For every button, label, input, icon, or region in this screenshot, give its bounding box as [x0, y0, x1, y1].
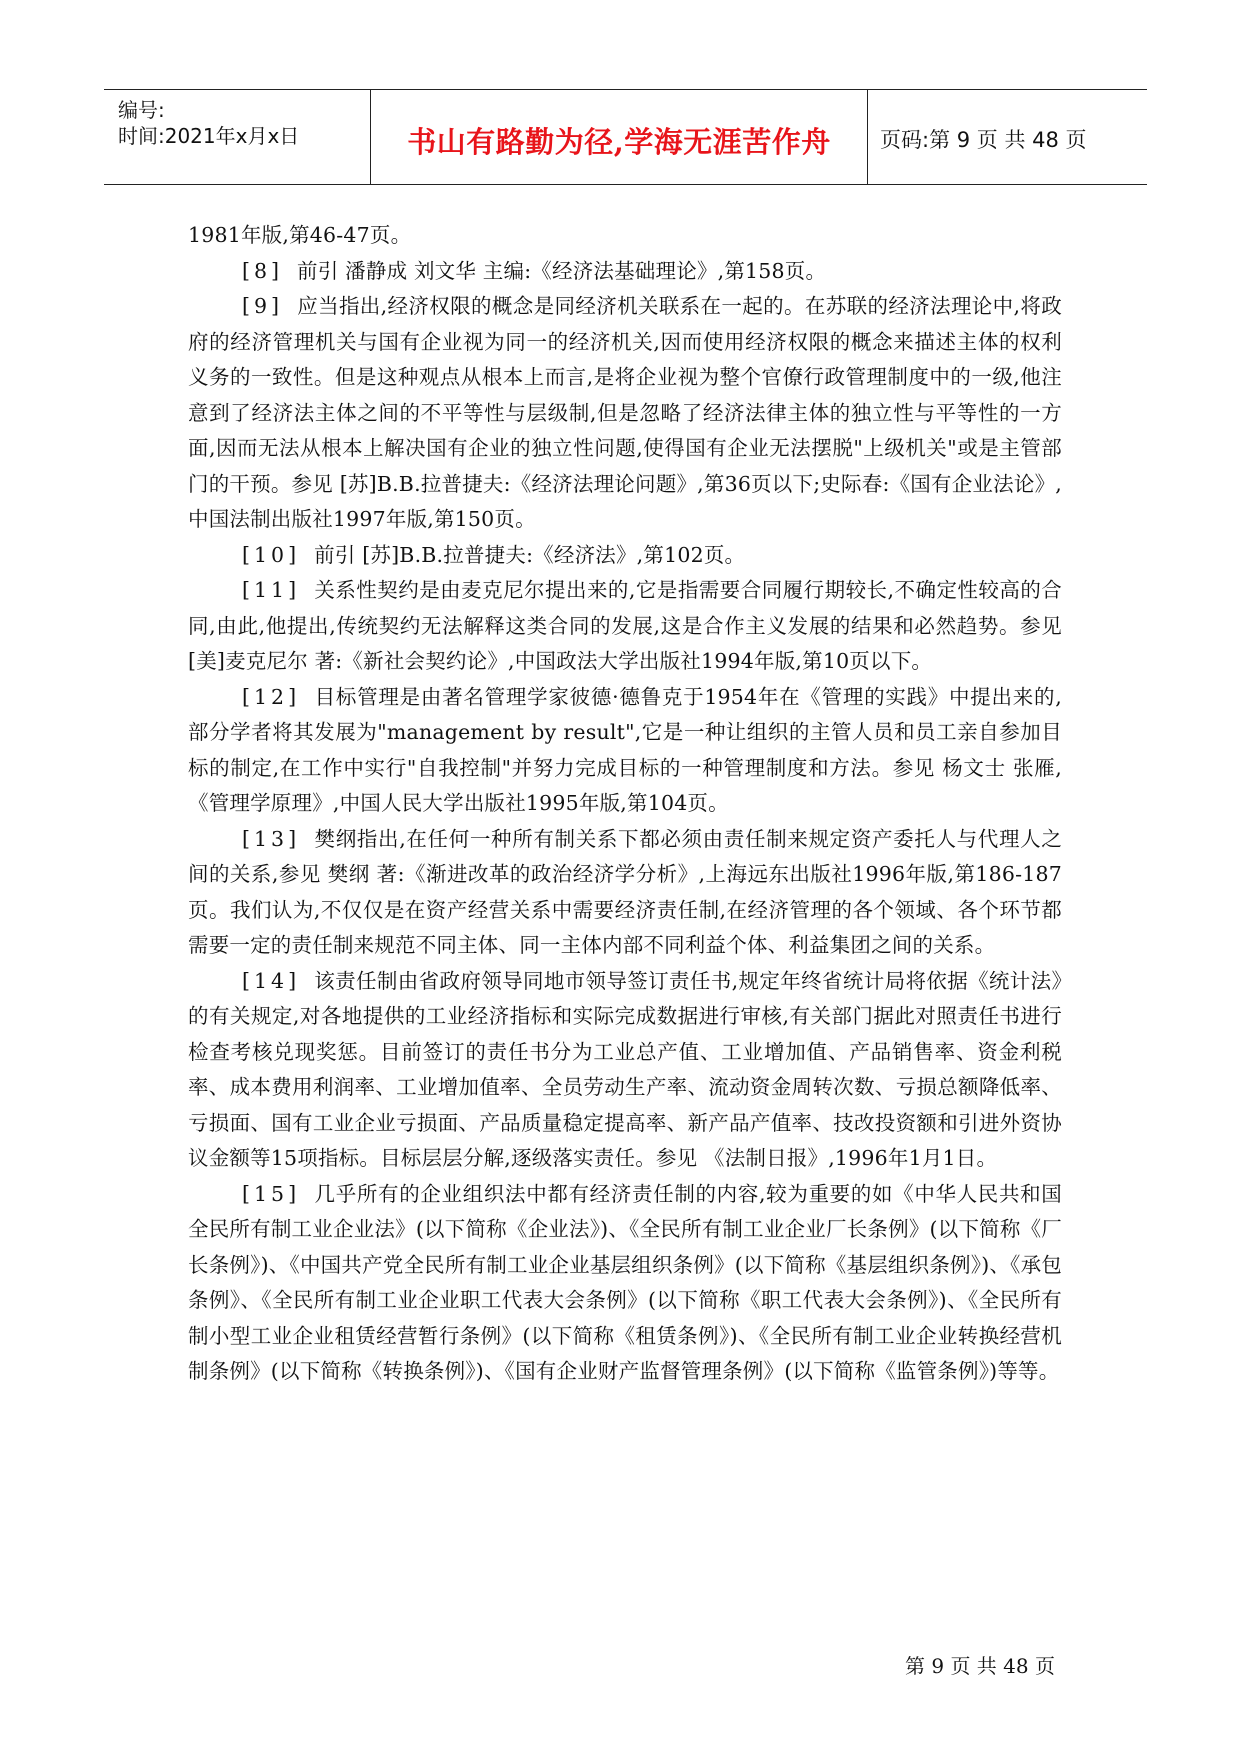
- header-motto-cell: [370, 90, 868, 184]
- footnote-text: 樊纲指出,在任何一种所有制关系下都必须由责任制来规定资产委托人与代理人之间的关系,参见 樊纲 著:《渐进改革的政治经济学分析》,上海远东出版社1996年版,第186-187页。我们认为,不仅仅是在资产经营关系中需要经济责任制,在经济管理的各个领域、各个环节都需要一定的责任制来规范不同主体、同一主体内部不同利益个体、利益集团之间的关系。: [188, 826, 1062, 957]
- header-table: [104, 89, 1147, 185]
- document-time-label: 时间:2021年x月x日: [118, 124, 300, 148]
- header-motto: 书山有路勤为径,学海无涯苦作舟: [407, 125, 831, 159]
- footnote-13: [188, 822, 1062, 964]
- footnote-number: [14]: [242, 968, 301, 993]
- footnote-9: [188, 289, 1062, 538]
- footnote-number: [15]: [242, 1181, 301, 1206]
- footnote-number: [13]: [242, 826, 301, 851]
- footnote-text: 关系性契约是由麦克尼尔提出来的,它是指需要合同履行期较长,不确定性较高的合同,由此,他提出,传统契约无法解释这类合同的发展,这是合作主义发展的结果和必然趋势。参见 [美]麦克尼尔 著:《新社会契约论》,中国政法大学出版社1994年版,第10页以下。: [188, 578, 1062, 673]
- document-body: [188, 218, 1062, 1390]
- footnote-text: 几乎所有的企业组织法中都有经济责任制的内容,较为重要的如《中华人民共和国全民所有制工业企业法》(以下简称《企业法》)、《全民所有制工业企业厂长条例》(以下简称《厂长条例》)、《中国共产党全民所有制工业企业基层组织条例》(以下简称《基层组织条例》)、《承包条例》、《全民所有制工业企业职工代表大会条例》(以下简称《职工代表大会条例》)、《全民所有制小型工业企业租赁经营暂行条例》(以下简称《租赁条例》)、《全民所有制工业企业转换经营机制条例》(以下简称《转换条例》)、《国有企业财产监督管理条例》(以下简称《监管条例》)等等。: [188, 1181, 1062, 1383]
- footnote-text: 1981年版,第46-47页。: [188, 223, 412, 247]
- footnote-text: 应当指出,经济权限的概念是同经济机关联系在一起的。在苏联的经济法理论中,将政府的经济管理机关与国有企业视为同一的经济机关,因而使用经济权限的概念来描述主体的权利义务的一致性。但是这种观点从根本上而言,是将企业视为整个官僚行政管理制度中的一级,他注意到了经济法主体之间的不平等性与层级制,但是忽略了经济法律主体的独立性与平等性的一方面,因而无法从根本上解决国有企业的独立性问题,使得国有企业无法摆脱"上级机关"或是主管部门的干预。参见 [苏]B.B.拉普捷夫:《经济法理论问题》,第36页以下;史际春:《国有企业法论》,中国法制出版社1997年版,第150页。: [188, 294, 1062, 531]
- footnote-continuation: [188, 218, 1062, 254]
- footnote-text: 前引 潘静成 刘文华 主编:《经济法基础理论》,第158页。: [297, 258, 827, 283]
- document-number-label: 编号:: [118, 98, 165, 122]
- header-page-cell: [868, 90, 1147, 184]
- footnote-12: [188, 680, 1062, 822]
- footnote-14: [188, 964, 1062, 1177]
- page-footer: 第 9 页 共 48 页: [905, 1654, 1055, 1678]
- footnote-text: 该责任制由省政府领导同地市领导签订责任书,规定年终省统计局将依据《统计法》的有关规定,对各地提供的工业经济指标和实际完成数据进行审核,有关部门据此对照责任书进行检查考核兑现奖惩。目前签订的责任书分为工业总产值、工业增加值、产品销售率、资金利税率、成本费用利润率、工业增加值率、全员劳动生产率、流动资金周转次数、亏损总额降低率、亏损面、国有工业企业亏损面、产品质量稳定提高率、新产品产值率、技改投资额和引进外资协议金额等15项指标。目标层层分解,逐级落实责任。参见 《法制日报》,1996年1月1日。: [188, 968, 1062, 1170]
- footnote-text: 目标管理是由著名管理学家彼德·德鲁克于1954年在《管理的实践》中提出来的,部分学者将其发展为"management by result",它是一种让组织的主管人员和员工亲自参加目标的制定,在工作中实行"自我控制"并努力完成目标的一种管理制度和方法。参见 杨文士 张雁,《管理学原理》,中国人民大学出版社1995年版,第104页。: [188, 684, 1062, 815]
- footnote-10: [188, 538, 1062, 574]
- footnote-11: [188, 573, 1062, 680]
- footnote-text: 前引 [苏]B.B.拉普捷夫:《经济法》,第102页。: [314, 542, 746, 567]
- footnote-number: [9]: [242, 294, 284, 318]
- footnote-number: [10]: [242, 542, 301, 567]
- footnote-8: [188, 254, 1062, 290]
- footnote-number: [8]: [242, 258, 284, 283]
- footnote-number: [11]: [242, 578, 301, 602]
- footnote-15: [188, 1177, 1062, 1390]
- header-page-code: 页码:第 9 页 共 48 页: [880, 128, 1087, 152]
- header-left-cell: [104, 90, 370, 184]
- footnote-number: [12]: [242, 684, 301, 709]
